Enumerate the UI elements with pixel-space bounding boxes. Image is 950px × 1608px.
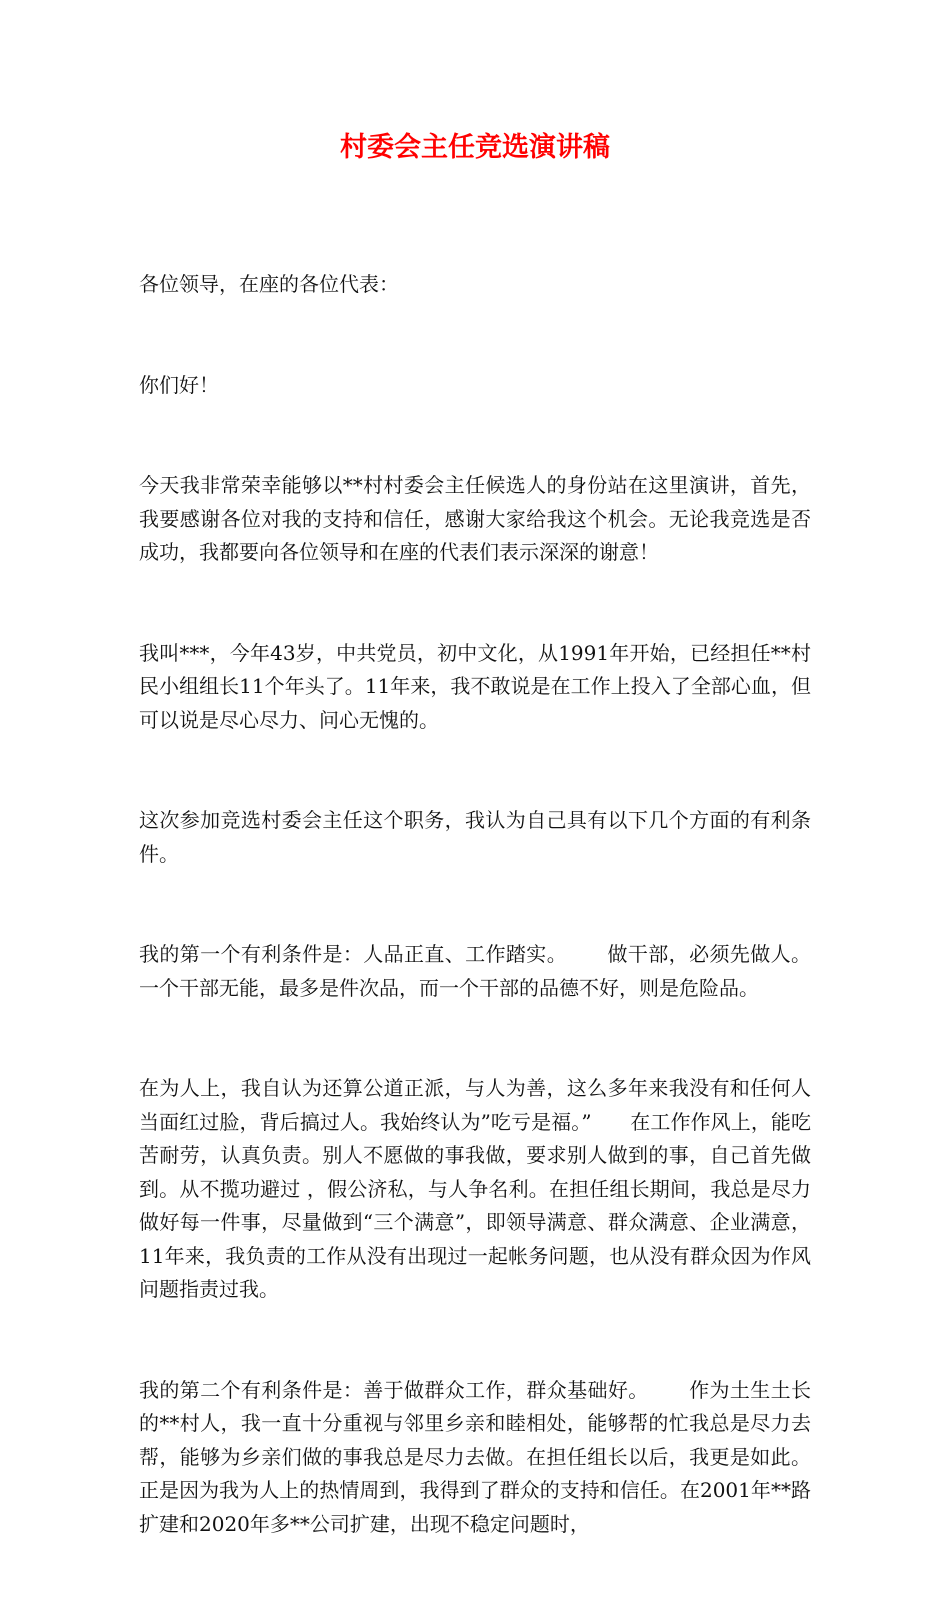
paragraph-hello: 你们好！ [139,372,219,397]
document-body [139,201,811,1608]
paragraph-greeting: 各位领导，在座的各位代表： [139,272,399,296]
paragraph-first-condition: 我的第一个有利条件是：人品正直、工作踏实。 做干部，必须先做人。一个干部无能，最多是件次品，而一个干部的品德不好，则是危险品。 [139,942,811,1000]
paragraph-conditions-lead: 这次参加竞选村委会主任这个职务，我认为自己具有以下几个方面的有利条件。 [139,808,811,866]
paragraph-self-introduction: 我叫***，今年43岁，中共党员，初中文化，从1991年开始，已经担任**村民小组组长11个年头了。11年来，我不敢说是在工作上投入了全部心血，但可以说是尽心尽力、问心无愧的。 [139,640,811,732]
paragraph-second-condition: 我的第二个有利条件是：善于做群众工作，群众基础好。 作为土生土长的**村人，我一直十分重视与邻里乡亲和睦相处，能够帮的忙我总是尽力去帮，能够为乡亲们做的事我总是尽力去做。在担任组长以后，我更是如此。正是因为我为人上的热情周到，我得到了群众的支持和信任。在2001年**路扩建和2020年多**公司扩建，出现不稳定问题时， [139,1377,811,1536]
paragraph-intro: 今天我非常荣幸能够以**村村委会主任候选人的身份站在这里演讲，首先，我要感谢各位对我的支持和信任，感谢大家给我这个机会。无论我竞选是否成功，我都要向各位领导和在座的代表们表示深深的谢意！ [139,473,811,564]
document-title: 村委会主任竞选演讲稿 [340,132,610,163]
paragraph-character: 在为人上，我自认为还算公道正派，与人为善，这么多年来我没有和任何人当面红过脸，背后搞过人。我始终认为”吃亏是福。” 在工作作风上，能吃苦耐劳，认真负责。别人不愿做的事我做，要求别人做到的事，自己首先做到。从不揽功避过 ，假公济私，与人争名利。在担任组长期间，我总是尽力做好每一件事，尽量做到“三个满意”，即领导满意、群众满意、企业满意，11年来，我负责的工作从没有出现过一起帐务问题，也从没有群众因为作风问题指责过我。 [139,1076,811,1301]
